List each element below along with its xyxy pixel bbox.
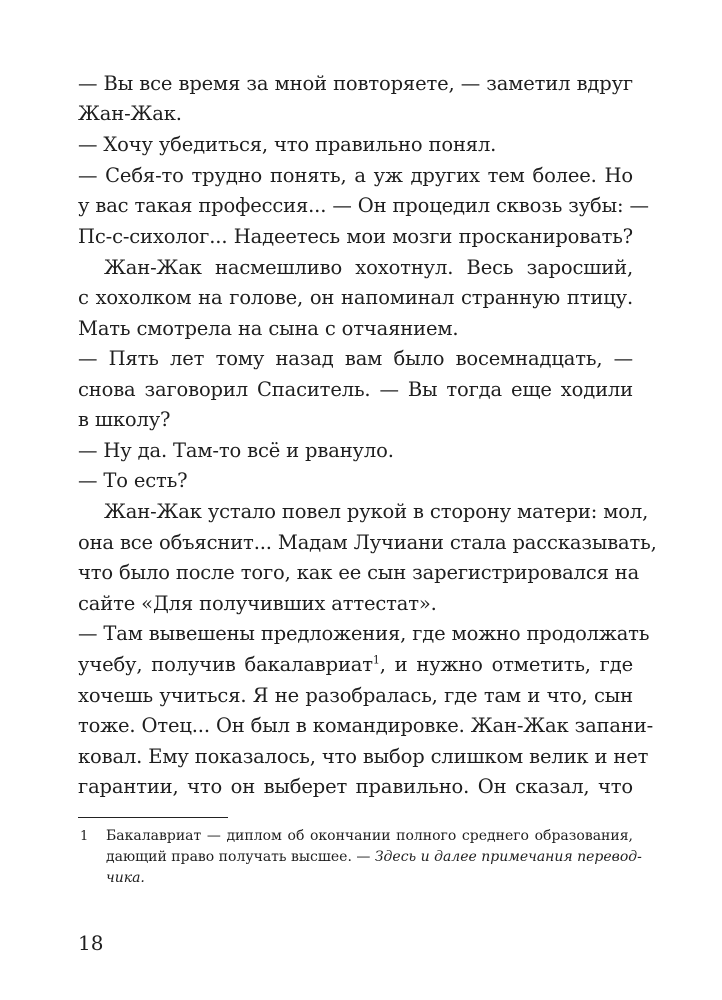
text-line: Жан-Жак насмешливо хохотнул. Весь заросший, — [104, 256, 633, 279]
text-line: — Себя-то трудно понять, а уж других тем более. Но — [78, 164, 633, 187]
text-line: ковал. Ему показалось, что выбор слишком велик и нет — [78, 745, 649, 768]
text-line: — Ну да. Там-то всё и рвануло. — [78, 439, 394, 462]
text-line: Пс-с-сихолог... Надеетесь мои мозги просканировать? — [78, 225, 633, 248]
text-line: Жан-Жак. — [78, 102, 182, 125]
footnote-line — [106, 847, 642, 868]
text-line: снова заговорил Спаситель. — Вы тогда еще ходили — [78, 378, 633, 401]
text-line-with-footnote — [78, 650, 633, 680]
text-line: сайте «Для получивших аттестат». — [78, 592, 437, 615]
footnote-text: дающий право получать высшее. — — [106, 849, 371, 865]
text-line: — Хочу убедиться, что правильно понял. — [78, 133, 497, 156]
text-line: тоже. Отец... Он был в командировке. Жан-Жак запани- — [78, 714, 654, 737]
text-line: она все объяснит... Мадам Лучиани стала рассказывать, — [78, 531, 657, 554]
text-line: с хохолком на голове, он напоминал странную птицу. — [78, 286, 633, 309]
text-line: Мать смотрела на сына с отчаянием. — [78, 317, 459, 340]
text-line: что было после того, как ее сын зарегистрировался на — [78, 561, 640, 584]
footnote-line — [106, 868, 633, 889]
footnote-italic-text: Здесь и далее примечания перевод- — [374, 849, 642, 865]
page-number: 18 — [78, 931, 104, 955]
text-segment: , и нужно отметить, где — [379, 653, 633, 676]
text-line: — Вы все время за мной повторяете, — заметил вдруг — [78, 72, 633, 95]
footnote-number: 1 — [80, 829, 89, 844]
text-line: — Пять лет тому назад вам было восемнадцать, — — [78, 347, 633, 370]
footnote-divider — [78, 817, 228, 818]
text-line: у вас такая профессия... — Он процедил сквозь зубы: — — [78, 194, 649, 217]
text-line: Жан-Жак устало повел рукой в сторону матери: мол, — [104, 500, 649, 523]
text-line: гарантии, что он выберет правильно. Он сказал, что — [78, 775, 633, 798]
footnote-marker[interactable]: 1 — [372, 653, 380, 667]
text-line: — То есть? — [78, 469, 188, 492]
footnote-italic-text: чика. — [106, 870, 145, 886]
text-line: — Там вывешены предложения, где можно продолжать — [78, 622, 650, 645]
text-line: в школу? — [78, 408, 171, 431]
text-line: хочешь учиться. Я не разобралась, где там и что, сын — [78, 684, 633, 707]
footnote-line: Бакалавриат — диплом об окончании полного среднего образования, — [106, 828, 633, 844]
text-segment: учебу, получив бакалавриат — [78, 653, 373, 676]
